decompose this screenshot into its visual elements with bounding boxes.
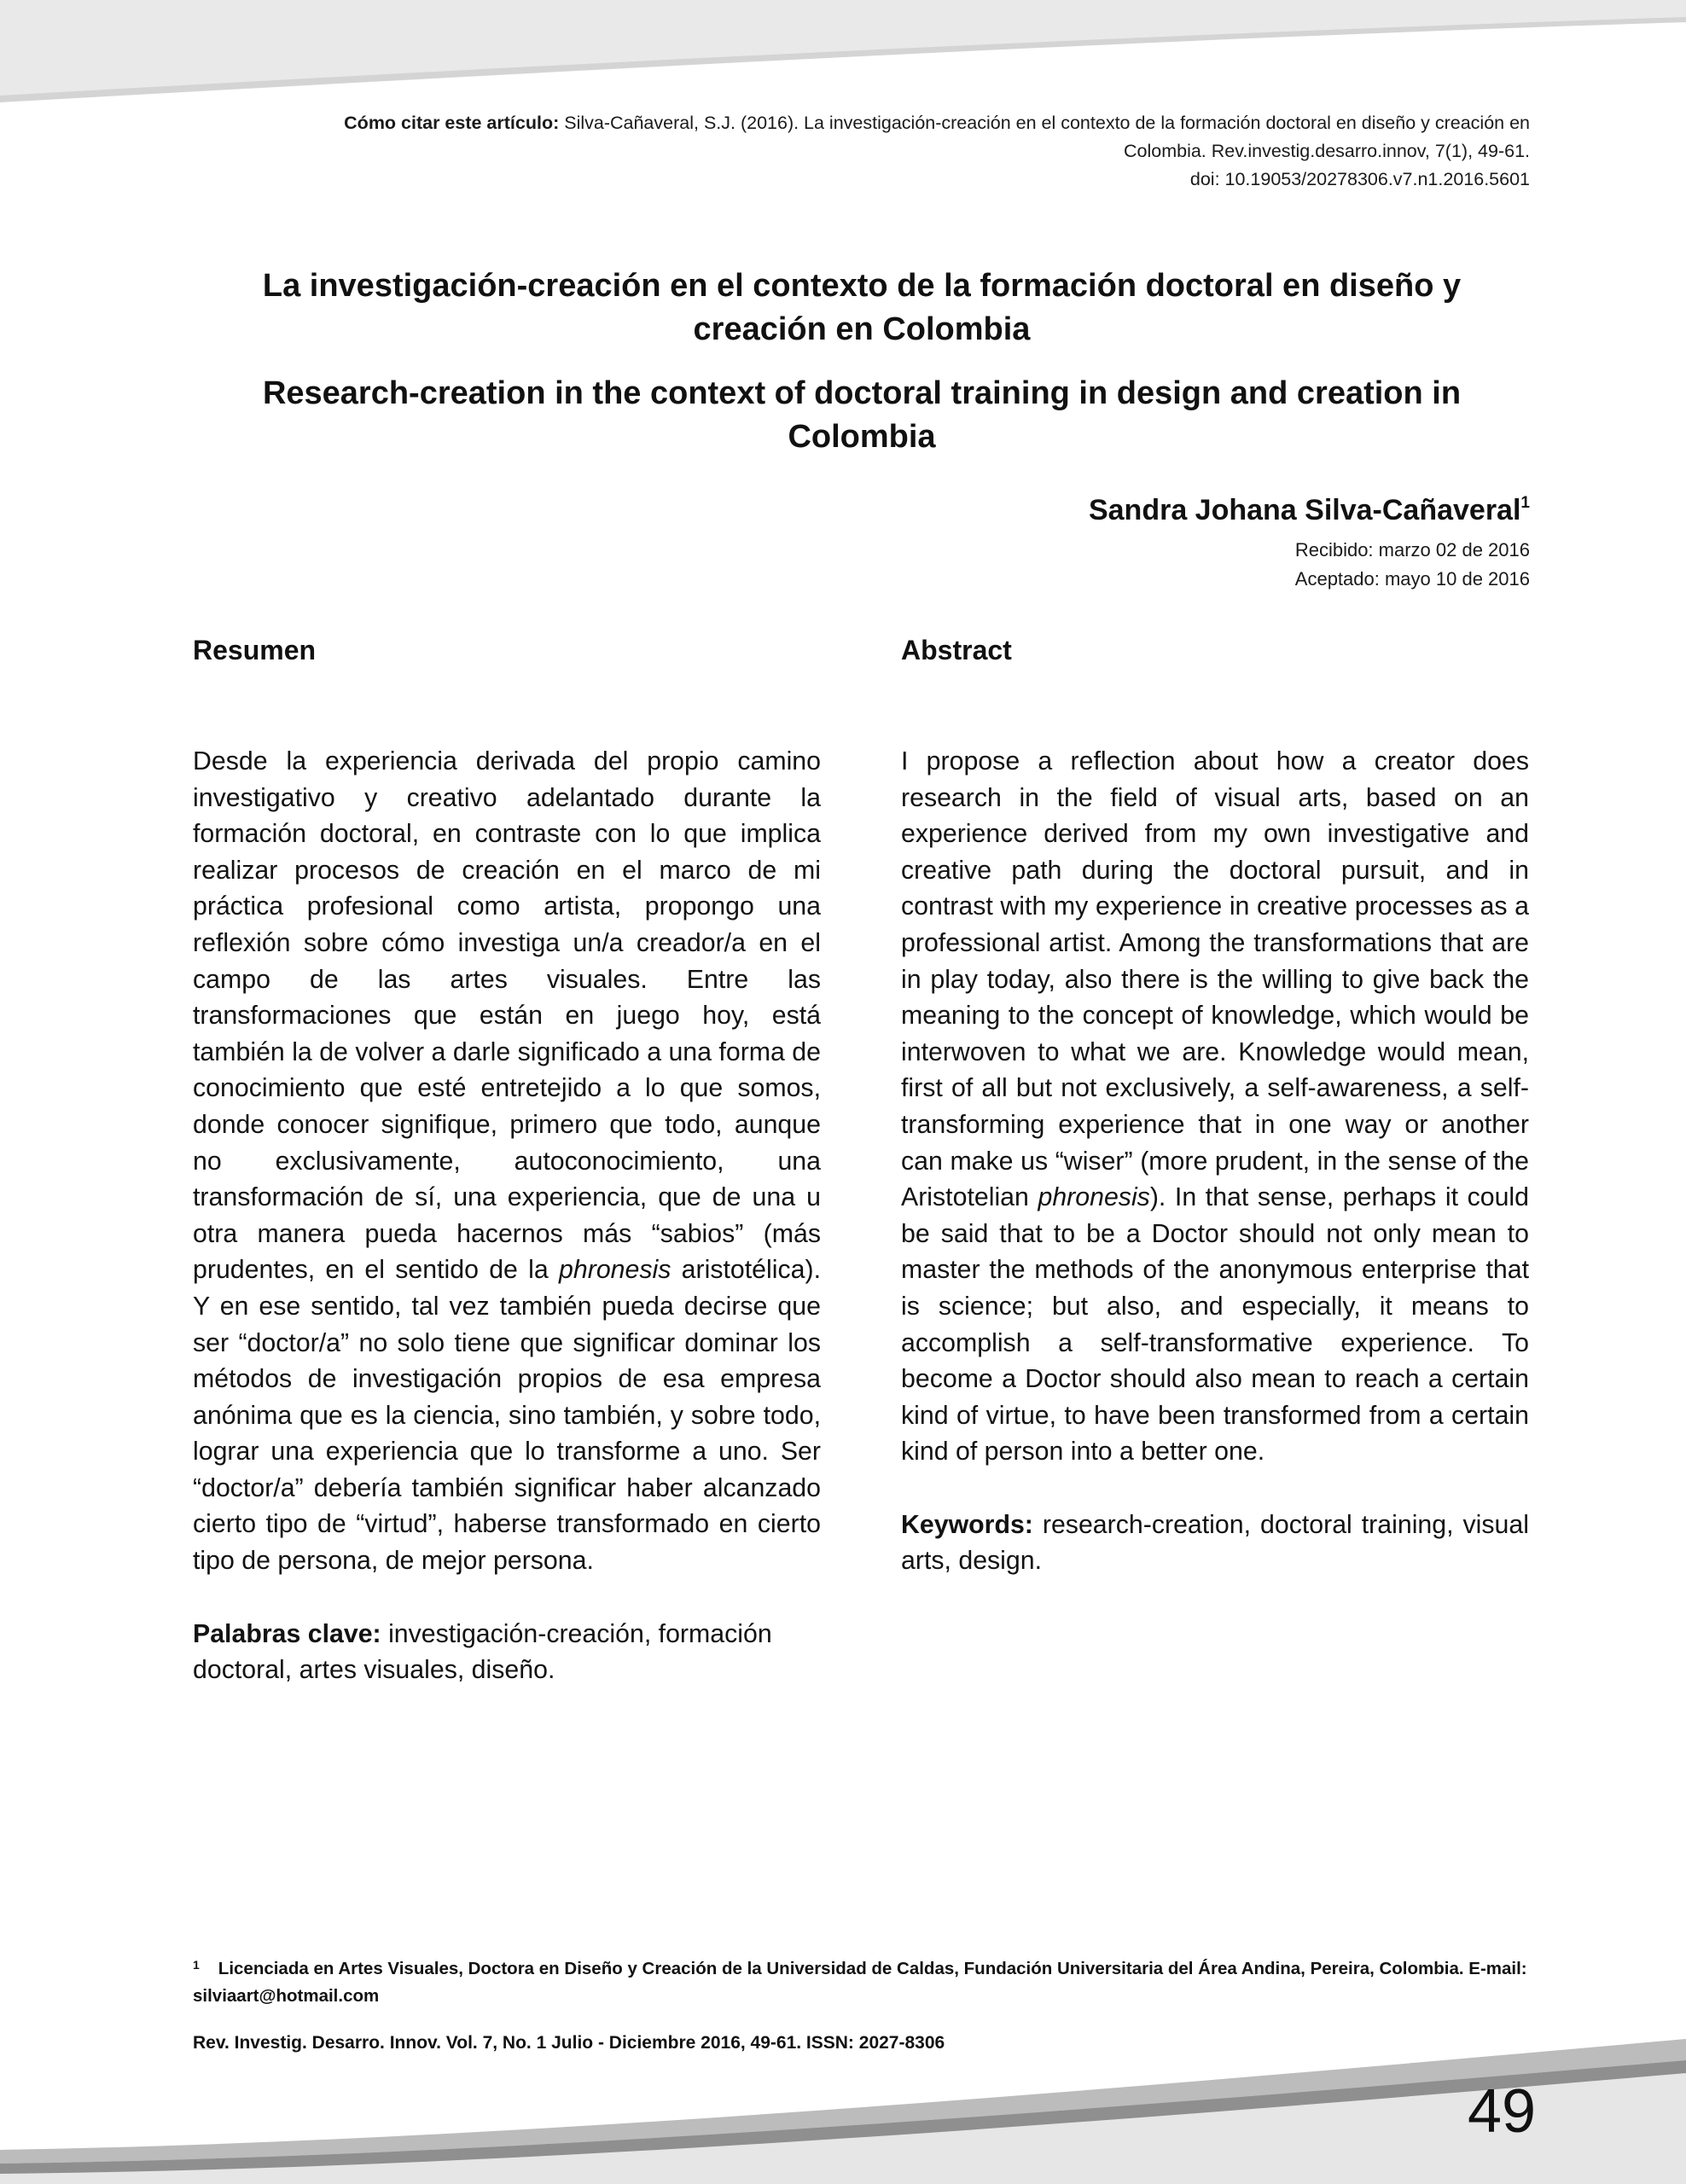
abstract-column: [901, 631, 1529, 1606]
palabras-clave-label: Palabras clave:: [193, 1619, 381, 1648]
citation-text-line2: Colombia. Rev.investig.desarro.innov, 7(1), 49-61.: [1123, 141, 1530, 161]
author-footnote-mark: 1: [1520, 494, 1530, 512]
palabras-clave-text: investigación-creación, formación doctoral, artes visuales, diseño.: [193, 1619, 772, 1685]
keywords-text: research-creation, doctoral training, visual arts, design.: [901, 1510, 1529, 1576]
dates-block: [1295, 536, 1530, 594]
footer-swoosh: [0, 2013, 1686, 2184]
author: [1089, 485, 1530, 529]
abstract-text-part1: I propose a reflection about how a creator does research in the field of visual arts, based on an experience derived from my own investigative and creative path during the doctoral pursuit, and in contrast with my experience in creative processes as a professional artist. Among the transformations that are in play today, also there is the willing to give back the meaning to the concept of knowledge, which would be interwoven to what we are. Knowledge would mean, first of all but not exclusively, a self-awareness, a self-transforming experience that in one way or another can make us “wiser” (more prudent, in the sense of the Aristotelian: [901, 747, 1529, 1212]
resumen-italic-term: phronesis: [559, 1256, 671, 1285]
title-block: [196, 264, 1527, 459]
resumen-text-part1: Desde la experiencia derivada del propio camino investigativo y creativo adelantado durante la formación doctoral, en contraste con lo que implica realizar procesos de creación en el marco de mi práctica profesional como artista, propongo una reflexión sobre cómo investiga un/a creador/a en el campo de las artes visuales. Entre las transformaciones que están en juego hoy, está también la de volver a darle significado a una forma de conocimiento que esté entretejido a lo que somos, donde conocer signifique, primero que todo, aunque no exclusivamente, autoconocimiento, una transformación de sí, una experiencia, que de una u otra manera pueda hacernos más “sabios” (más prudentes, en el sentido de la: [193, 747, 821, 1285]
resumen-heading: Resumen: [193, 635, 317, 665]
citation-block: [205, 109, 1530, 194]
title-english: Research-creation in the context of doctoral training in design and creation in Colombia: [262, 375, 1462, 455]
abstract-text: [901, 744, 1529, 1471]
author-name: Sandra Johana Silva-Cañaveral: [1088, 494, 1521, 526]
abstract-text-part2: ). In that sense, perhaps it could be said that to be a Doctor should not only mean to master the methods of the anonymous enterprise that is science; but also, and especially, it means to accomplish a self-transformative experience. To become a Doctor should also mean to reach a certain kind of virtue, to have been transformed from a certain kind of person into a better one.: [901, 1183, 1530, 1467]
title-spanish: La investigación-creación en el contexto de la formación doctoral en diseño y creación en Colombia: [262, 268, 1462, 347]
footnote-mark: 1: [193, 1958, 200, 1972]
keywords: [901, 1507, 1529, 1580]
footnote: [193, 1951, 1532, 2010]
palabras-clave: [193, 1617, 782, 1689]
resumen-text-part2: aristotélica). Y en ese sentido, tal vez también pueda decirse que ser “doctor/a” no solo tiene que significar dominar los métodos de investigación propios de esa empresa anónima que es la ciencia, sino también, y sobre todo, lograr una experiencia que lo transforme a uno. Ser “doctor/a” debería también significar haber alcanzado cierto tipo de “virtud”, haberse transformado en cierto tipo de persona, de mejor persona.: [193, 1256, 821, 1576]
page-number: 49: [1468, 2077, 1537, 2146]
footnote-text: Licenciada en Artes Visuales, Doctora en Diseño y Creación de la Universidad de Caldas, Fundación Universitaria del Área Andina, Pereira, Colombia. E-mail: silviaart@hotmail.com: [193, 1959, 1527, 2006]
citation-text-line1: Silva-Cañaveral, S.J. (2016). La investigación-creación en el contexto de la formación doctoral en diseño y creación en: [564, 113, 1530, 133]
resumen-column: [193, 631, 821, 1715]
journal-reference: Rev. Investig. Desarro. Innov. Vol. 7, No. 1 Julio - Diciembre 2016, 49-61. ISSN: 2027-8306: [193, 2033, 945, 2053]
header-swoosh: [0, 0, 1686, 111]
received-date: Recibido: marzo 02 de 2016: [1294, 539, 1530, 561]
keywords-label: Keywords:: [901, 1510, 1033, 1539]
accepted-date: Aceptado: mayo 10 de 2016: [1294, 568, 1530, 590]
resumen-text: [193, 744, 821, 1580]
abstract-italic-term: phronesis: [1038, 1183, 1150, 1212]
abstract-heading: Abstract: [901, 635, 1012, 665]
citation-label: Cómo citar este artículo:: [344, 113, 560, 133]
doi: doi: 10.19053/20278306.v7.n1.2016.5601: [1189, 169, 1530, 189]
